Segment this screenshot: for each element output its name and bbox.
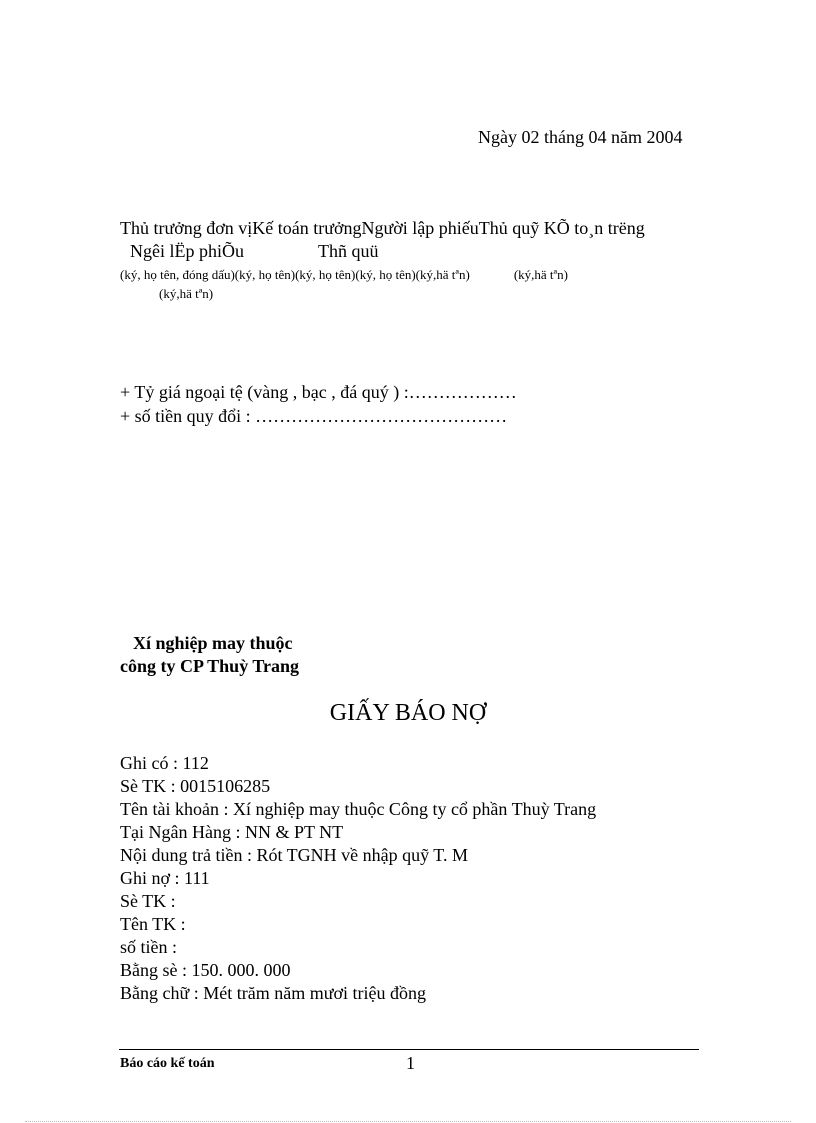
field-bank: Tại Ngân Hàng : NN & PT NT	[120, 822, 344, 842]
signature-title-preparer: Ngêi lËp phiÕu	[130, 241, 244, 261]
field-amount-in-figures: Bằng sè : 150. 000. 000	[120, 960, 291, 980]
signature-titles: Thủ trưởng đơn vịKế toán trưởngNgười lập phiếuThủ quỹ KÕ to¸n trëng	[120, 218, 645, 238]
company-name-line2: công ty CP Thuỳ Trang	[120, 656, 300, 676]
field-amount: số tiền :	[120, 937, 177, 957]
footer-divider	[119, 1049, 699, 1050]
signature-notes-main: (ký, họ tên, đóng dấu)(ký, họ tên)(ký, họ tên)(ký, họ tên)(ký,hä tªn)	[120, 267, 470, 282]
exchange-rate-line: + Tỷ giá ngoại tệ (vàng , bạc , đá quý ) :………………	[120, 382, 517, 402]
voucher-fields	[120, 752, 596, 1005]
field-account-number: Sè TK : 0015106285	[120, 776, 271, 796]
page-bottom-edge	[25, 1121, 791, 1122]
signature-notes	[120, 267, 568, 283]
field-payment-content: Nội dung trả tiền : Rót TGNH về nhập quỹ T. M	[120, 845, 468, 865]
page-number: 1	[406, 1053, 415, 1073]
field-amount-in-words: Bằng chữ : Mét trăm năm mươi triệu đồng	[120, 983, 426, 1003]
field-account-name: Tên tài khoản : Xí nghiệp may thuộc Công ty cổ phần Thuỳ Trang	[120, 799, 597, 819]
document-title: GIẤY BÁO NỢ	[329, 700, 487, 726]
field-debit-account: Ghi nợ : 111	[120, 868, 210, 888]
date-line: Ngày 02 tháng 04 năm 2004	[478, 127, 683, 147]
converted-amount-line: + số tiền quy đổi : ……………………………………	[120, 406, 508, 426]
footer-label: Báo cáo kế toán	[120, 1056, 215, 1071]
signature-title-cashier: Thñ quü	[318, 241, 379, 261]
signature-titles-row2	[130, 241, 379, 262]
field-credit-account: Ghi có : 112	[120, 753, 209, 773]
signature-notes-row2: (ký,hä tªn)	[159, 286, 214, 301]
field-debit-account-name: Tên TK :	[120, 914, 186, 934]
field-debit-account-number: Sè TK :	[120, 891, 176, 911]
signature-notes-extra: (ký,hä tªn)	[513, 267, 568, 282]
company-name-line1: Xí nghiệp may thuộc	[133, 633, 293, 653]
